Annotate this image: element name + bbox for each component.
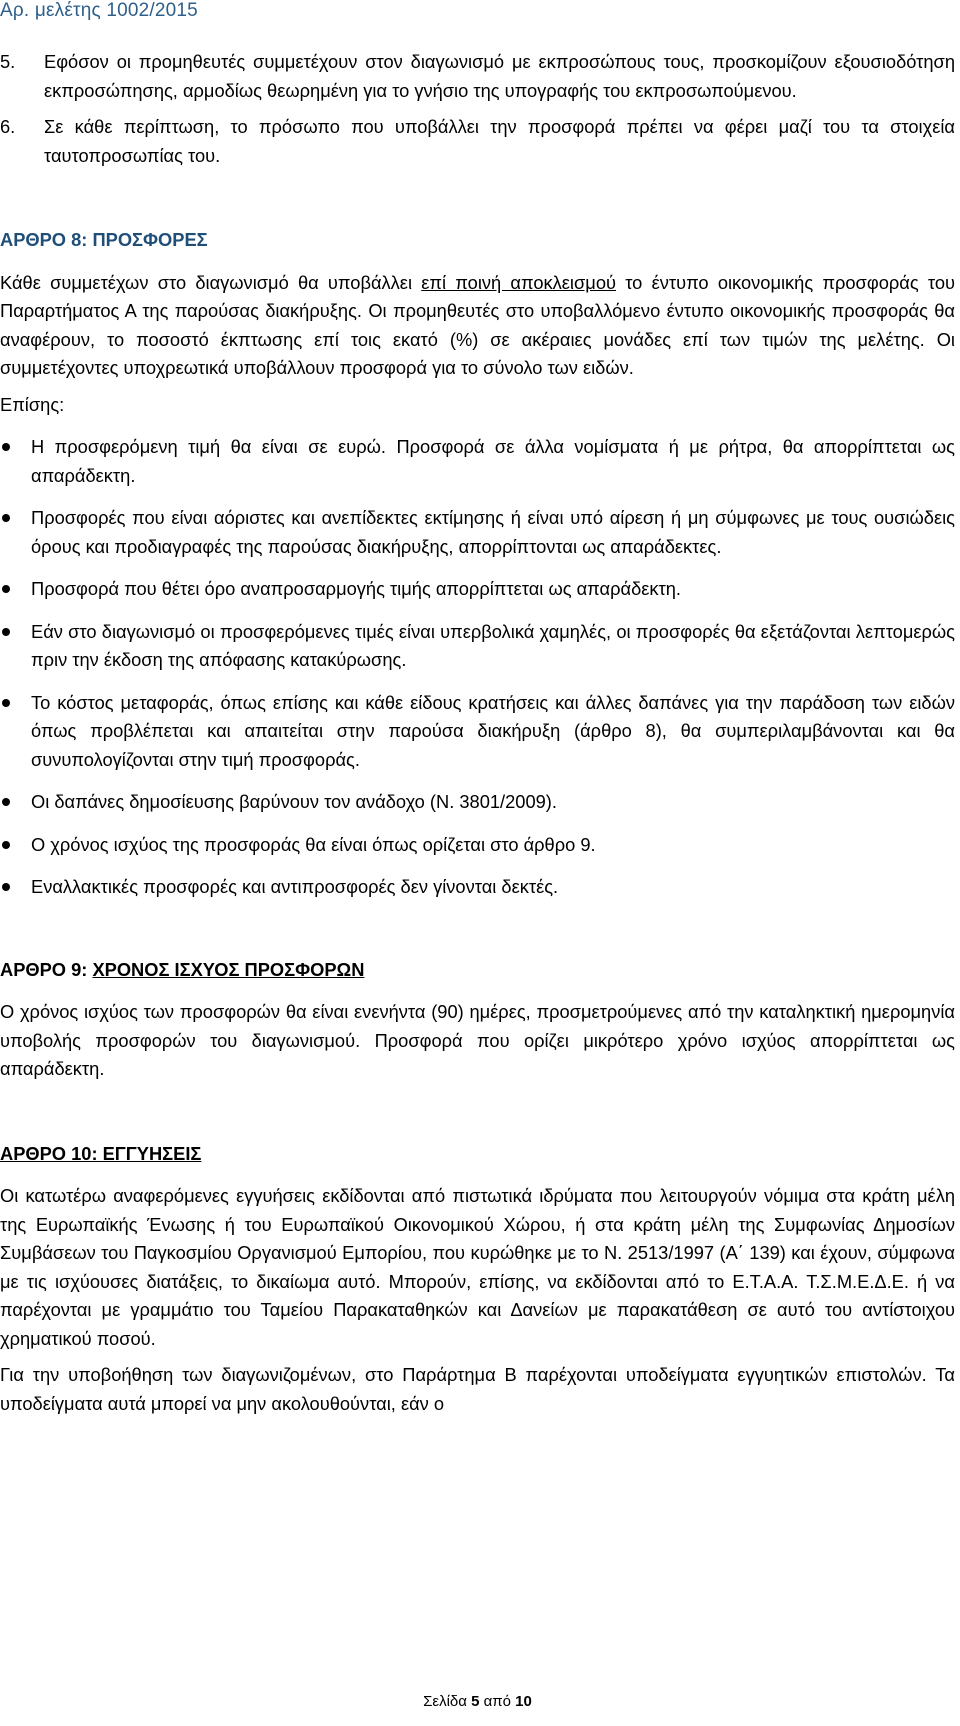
footer-page-total: 10 [515, 1693, 532, 1710]
item-number: 5. [0, 51, 16, 72]
item-number: 6. [0, 116, 16, 137]
paragraph-text: το έντυπο οικονομικής προσφοράς του Παραρτήματος Α της παρούσας διακήρυξης. Οι προμηθευτές στο υποβαλλόμενο έντυπο οικονομικής προσφοράς θα αναφέρουν, το ποσοστό έκπτωσης επί τοις εκατό (%) σε ακέραιες μονάδες επί των τιμών της μελέτης. Οι συμμετέχοντες υποχρεωτικά υποβάλλουν προσφορά για το σύνολο των ειδών. [0, 271, 955, 378]
also-label: Επίσης: [0, 393, 65, 415]
heading-title: ΑΡΘΡΟ 10: ΕΓΓΥΗΣΕΙΣ [0, 1142, 202, 1164]
bullet-item: Προσφορές που είναι αόριστες και ανεπίδεκτες εκτίμησης ή είναι υπό αίρεση ή μη σύμφωνες με τους ουσιώδεις όρους και προδιαγραφές της παρούσας διακήρυξης, απορρίπτονται ως απαράδεκτες. [0, 504, 955, 561]
bullet-item: Εναλλακτικές προσφορές και αντιπροσφορές δεν γίνονται δεκτές. [0, 873, 955, 902]
page-footer [0, 1693, 955, 1710]
article-8-heading: ΑΡΘΡΟ 8: ΠΡΟΣΦΟΡΕΣ [0, 229, 208, 250]
bullet-icon [2, 443, 10, 451]
underlined-phrase: επί ποινή αποκλεισμού [421, 271, 616, 293]
bullet-icon [2, 628, 10, 636]
article-8-paragraph [0, 269, 955, 383]
article-10-paragraph-2: Για την υποβοήθηση των διαγωνιζομένων, στο Παράρτημα Β παρέχονται υποδείγματα εγγυητικών επιστολών. Τα υποδείγματα αυτά μπορεί να μην ακολουθούνται, εάν ο [0, 1364, 955, 1414]
bullet-icon [2, 883, 10, 891]
heading-label: ΑΡΘΡΟ 9: [0, 958, 93, 980]
article-9-paragraph: Ο χρόνος ισχύος των προσφορών θα είναι ενενήντα (90) ημέρες, προσμετρούμενες από την καταληκτική ημερομηνία υποβολής προσφορών του διαγωνισμού. Προσφορά που ορίζει μικρότερο χρόνο ισχύος απορρίπτεται ως απαράδεκτη. [0, 1001, 955, 1079]
article-8-bullet-list [0, 433, 955, 902]
numbered-item-5 [0, 48, 955, 105]
page-body [0, 48, 955, 1418]
bullet-item: Οι δαπάνες δημοσίευσης βαρύνουν τον ανάδοχο (Ν. 3801/2009). [0, 788, 955, 817]
document-header: Αρ. μελέτης 1002/2015 [0, 0, 198, 21]
bullet-item: Το κόστος μεταφοράς, όπως επίσης και κάθε είδους κρατήσεις και άλλες δαπάνες για την παράδοση των ειδών όπως προβλέπεται και απαιτείται στην παρούσα διακήρυξη (άρθρο 8), θα συμπεριλαμβάνονται και θα συνυπολογίζονται στην τιμή προσφοράς. [0, 689, 955, 775]
article-10-heading [0, 1140, 955, 1169]
heading-title: ΧΡΟΝΟΣ ΙΣΧΥΟΣ ΠΡΟΣΦΟΡΩΝ [92, 958, 365, 980]
article-10-paragraph-1: Οι κατωτέρω αναφερόμενες εγγυήσεις εκδίδονται από πιστωτικά ιδρύματα που λειτουργούν νόμιμα στα κράτη μέλη της Ευρωπαϊκής Ένωσης ή του Ευρωπαϊκού Οικονομικού Χώρου, ή στα κράτη μέλη της Συμφωνίας Δημοσίων Συμβάσεων του Παγκοσμίου Οργανισμού Εμπορίου, που κυρώθηκε με το Ν. 2513/1997 (Α΄ 139) και έχουν, σύμφωνα με τις ισχύουσες διατάξεις, το δικαίωμα αυτό. Μπορούν, επίσης, να εκδίδονται από το Ε.Τ.Α.Α. Τ.Σ.Μ.Ε.Δ.Ε. ή να παρέχονται με γραμμάτιο του Ταμείου Παρακαταθηκών και Δανείων με παρακατάθεση σε αυτό του αντίστοιχου χρηματικού ποσού. [0, 1185, 955, 1349]
article-9-heading [0, 956, 955, 985]
item-text: Εφόσον οι προμηθευτές συμμετέχουν στον διαγωνισμό με εκπροσώπους τους, προσκομίζουν εξουσιοδότηση εκπροσώπησης, αρμοδίως θεωρημένη για το γνήσιο της υπογραφής του εκπροσωπούμενου. [44, 51, 955, 101]
bullet-item: Η προσφερόμενη τιμή θα είναι σε ευρώ. Προσφορά σε άλλα νομίσματα ή με ρήτρα, θα απορρίπτεται ως απαράδεκτη. [0, 433, 955, 490]
bullet-icon [2, 798, 10, 806]
bullet-item: Ο χρόνος ισχύος της προσφοράς θα είναι όπως ορίζεται στο άρθρο 9. [0, 831, 955, 860]
bullet-icon [2, 841, 10, 849]
bullet-icon [2, 514, 10, 522]
bullet-icon [2, 699, 10, 707]
footer-middle: από [479, 1693, 516, 1710]
numbered-item-6 [0, 113, 955, 170]
bullet-icon [2, 585, 10, 593]
paragraph-text: Κάθε συμμετέχων στο διαγωνισμό θα υποβάλλει [0, 271, 422, 293]
footer-prefix: Σελίδα [423, 1693, 472, 1710]
item-text: Σε κάθε περίπτωση, το πρόσωπο που υποβάλλει την προσφορά πρέπει να φέρει μαζί του τα στοιχεία ταυτοπροσωπίας του. [44, 116, 955, 166]
bullet-item: Προσφορά που θέτει όρο αναπροσαρμογής τιμής απορρίπτεται ως απαράδεκτη. [0, 575, 955, 604]
bullet-item: Εάν στο διαγωνισμό οι προσφερόμενες τιμές είναι υπερβολικά χαμηλές, οι προσφορές θα εξετάζονται λεπτομερώς πριν την έκδοση της απόφασης κατακύρωσης. [0, 618, 955, 675]
footer-page-number: 5 [471, 1693, 480, 1710]
